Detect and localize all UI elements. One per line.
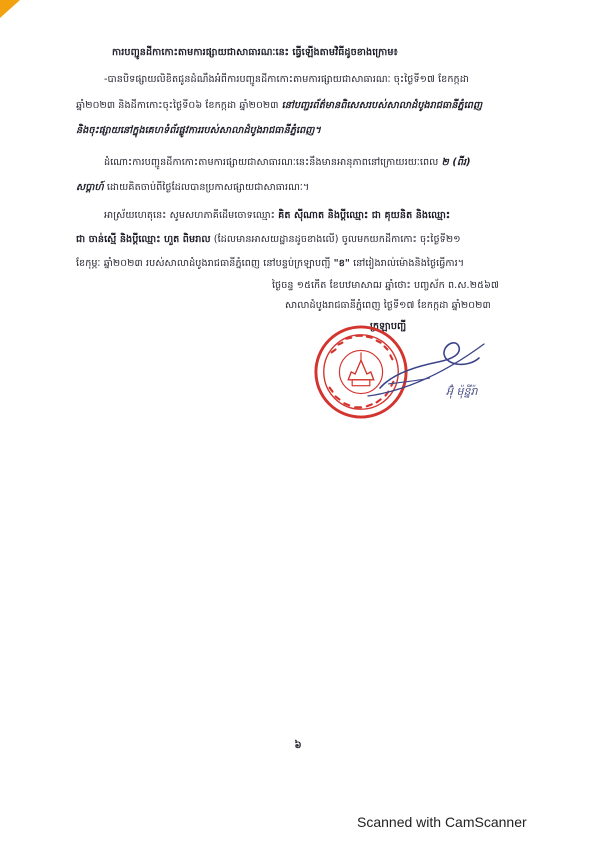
paragraph-2-line-1	[104, 156, 471, 170]
lunar-date: ថ្ងៃចន្ទ ១៥កើត ខែបឋមាសាឍ ឆ្នាំថោះ បញ្ចស័ក ព.ស.២៥៦៧	[272, 280, 499, 291]
signatory-title: ក្រឡាបញ្ជី	[370, 321, 407, 332]
plaintiff-names-1: គិត ស៊ីណាត និងប្តីឈ្មោះ ជា គុយនិត និងឈ្មោះ	[278, 210, 451, 221]
place-and-date: សាលាដំបូងរាជធានីភ្នំពេញ ថ្ងៃទី១៧ ខែកក្កដា ឆ្នាំ២០២៣	[285, 300, 491, 311]
paragraph-2-weeks: សប្តាហ៍	[76, 182, 104, 193]
paragraph-3-line-1-text: អាស្រ័យហេតុនេះ សូមសហភាគីដើមចោទឈ្មោះ	[104, 210, 275, 221]
scanner-credit: Scanned with CamScanner	[357, 814, 527, 830]
paragraph-2-line-2	[76, 181, 309, 195]
paragraph-1-line-2	[76, 99, 482, 113]
signer-name: អ៊ុំ ម៉ុន្នីរ៉ា	[446, 385, 478, 398]
plaintiff-names-2: ជា ចាន់ស្មើ និងប្តីឈ្មោះ ហួត ពិមរាល	[76, 234, 211, 245]
paragraph-3-line-1	[104, 209, 450, 223]
paragraph-2-line-2-text: ដោយគិតចាប់ពីថ្ងៃដែលបានប្រកាសផ្សាយជាសាធារណៈ។	[106, 182, 310, 193]
paragraph-3-line-3	[76, 257, 464, 271]
corner-mark-icon	[0, 0, 22, 22]
paragraph-2-duration: ២ (ពីរ)	[441, 157, 471, 168]
paragraph-2-line-1-text: ដំណោះការបញ្ជូនដីកាកោះតាមការផ្សាយជាសាធារណៈនេះនឹងមានអានុភាពនៅក្រោយរយៈពេល	[104, 157, 439, 168]
paragraph-3-line-3-text: ខែកុម្ភៈ ឆ្នាំ២០២៣ របស់សាលាដំបូងរាជធានីភ្នំពេញ នៅបន្ទប់ក្រឡាបញ្ជី	[76, 258, 331, 269]
clerk-room-label: "ខ"	[333, 258, 350, 269]
paragraph-3-line-3-end: នៅរៀងរាល់ម៉ោងនិងថ្ងៃធ្វើការ។	[353, 258, 465, 269]
paragraph-1-line-1: -បានបិទផ្សាយលិខិតជូនដំណឹងអំពីការបញ្ជូនដីកាកោះតាមការផ្សាយជាសាធារណៈ ចុះថ្ងៃទី១៧ ខែកក្កដា	[104, 74, 469, 85]
paragraph-1-line-2-emphasis: នៅបញ្ជរព័ត៌មានពិសេសរបស់សាលាដំបូងរាជធានីភ្នំពេញ	[281, 100, 483, 111]
page-number: ៦	[294, 740, 302, 751]
paragraph-1-line-2-text: ឆ្នាំ២០២៣ និងដីកាកោះចុះថ្ងៃទី០៦ ខែកក្កដា ឆ្នាំ២០២៣	[76, 100, 279, 111]
paragraph-3-line-2	[76, 233, 461, 247]
paragraph-1-line-3: និងចុះផ្សាយនៅក្នុងគេហទំព័រផ្លូវការរបស់សាលាដំបូងរាជធានីភ្នំពេញ។	[76, 125, 321, 136]
section-heading: ការបញ្ជូនដីកាកោះតាមការផ្សាយជាសាធារណៈនេះ ធ្វើឡើងតាមវិធីដូចខាងក្រោម៖	[112, 47, 398, 58]
paragraph-3-line-2-text: (ដែលមានអាសយដ្ឋានដូចខាងលើ) ចូលមកយកដីកាកោះ ចុះថ្ងៃទី២១	[213, 234, 461, 245]
